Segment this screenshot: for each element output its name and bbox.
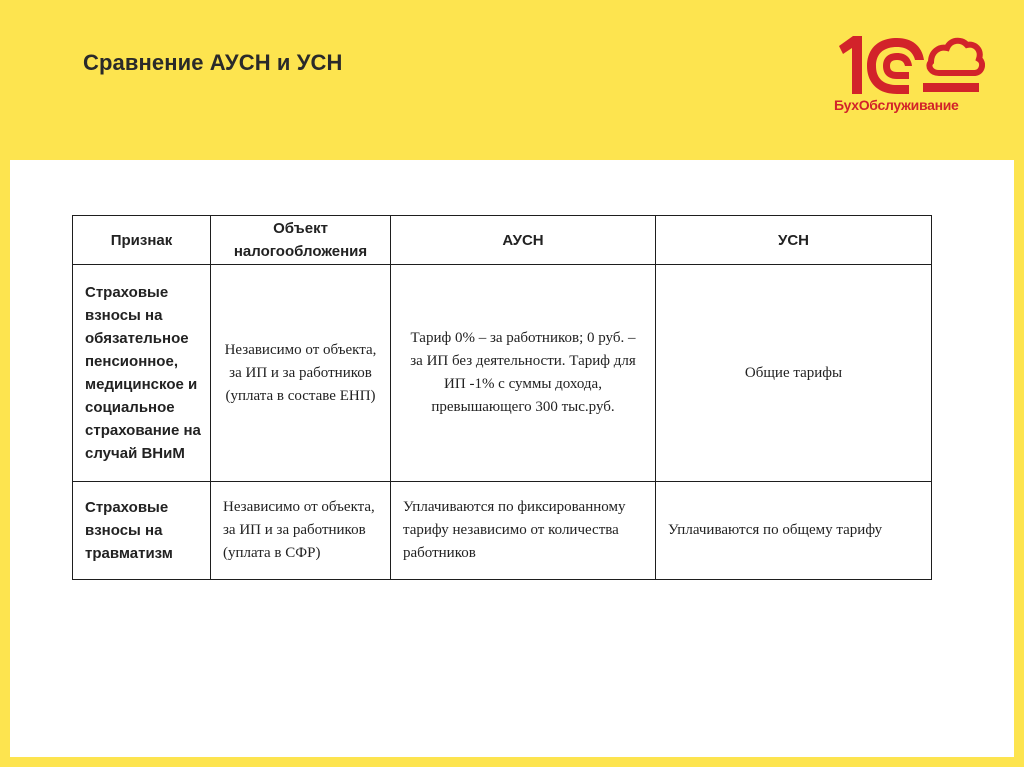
cell-ausn: Тариф 0% – за работников; 0 руб. – за ИП без деятельности. Тариф для ИП -1% с суммы дохода, превышающего 300 тыс.руб. <box>391 265 656 482</box>
header-cell-ausn: АУСН <box>391 216 656 265</box>
content-panel <box>10 160 1014 757</box>
table-row <box>73 265 932 482</box>
logo-brand-text: БухОбслуживание <box>834 97 959 113</box>
cell-usn: Общие тарифы <box>656 265 932 482</box>
cell-object: Независимо от объекта, за ИП и за работников (уплата в СФР) <box>211 482 391 580</box>
cell-usn: Уплачиваются по общему тарифу <box>656 482 932 580</box>
cell-object: Независимо от объекта, за ИП и за работников (уплата в составе ЕНП) <box>211 265 391 482</box>
header-cell-usn: УСН <box>656 216 932 265</box>
comparison-table <box>72 215 932 580</box>
cell-ausn: Уплачиваются по фиксированному тарифу независимо от количества работников <box>391 482 656 580</box>
header-cell-object: Объект налогообложения <box>211 216 391 265</box>
cell-feature: Страховые взносы на травматизм <box>73 482 211 580</box>
page-title: Сравнение АУСН и УСН <box>83 50 343 75</box>
table-row <box>73 482 932 580</box>
cell-feature: Страховые взносы на обязательное пенсионное, медицинское и социальное страхование на случай ВНиМ <box>73 265 211 482</box>
table-header-row <box>73 216 932 265</box>
header-cell-feature: Признак <box>73 216 211 265</box>
1c-logo-icon <box>835 28 985 128</box>
